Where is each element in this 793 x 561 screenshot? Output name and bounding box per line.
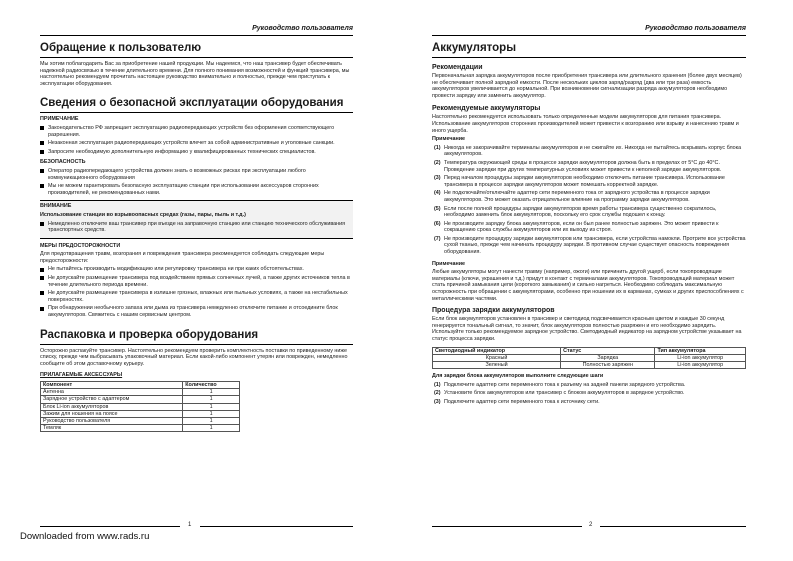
- step-item: [432, 399, 746, 406]
- precautions-intro: Для предотвращения травм, возгорания и повреждения трансивера рекомендуется соблюдать следующие меры предосторожности:: [40, 251, 325, 264]
- item-number: (1): [434, 144, 441, 151]
- item-text: Не производите зарядку блока аккумуляторов, если он был ранее полностью заряжен. Это может привести к сокращению срока службы аккумуляторов или их выходу из строя.: [444, 220, 719, 234]
- cell: Блок Li-ion аккумуляторов: [41, 403, 183, 410]
- table-row: [41, 425, 240, 432]
- item-text: Никогда не закорачивайте терминалы аккумуляторов и не сжигайте их. Никогда не пытайтесь вскрывать корпус блока аккумуляторов.: [444, 144, 742, 158]
- cell: Руководство пользователя: [41, 418, 183, 425]
- table-row: [41, 410, 240, 417]
- table-header: Компонент: [41, 382, 183, 389]
- item-text: Если после полной процедуры зарядки аккумуляторов время работы трансивера существенно сократилось, необходимо заменить блок аккумуляторов, поскольку его срок службы подошел к концу.: [444, 205, 717, 219]
- cell: Li-ion аккумулятор: [655, 354, 746, 361]
- footer-divider: [432, 526, 582, 527]
- item-number: (3): [434, 398, 441, 405]
- cell: 1: [183, 396, 240, 403]
- unpacking-text: Осторожно распакуйте трансивер. Настоятельно рекомендуем проверить комплектность поставки по приведенному ниже списку, прежде чем выбрасывать упаковочный материал. Если какой-либо компонент утерян или поврежден, немедленно сообщите об этом доставочному курьеру.: [40, 347, 348, 367]
- led-table: [432, 347, 746, 370]
- cell: Зарядка: [561, 354, 655, 361]
- cell: Антенна: [41, 389, 183, 396]
- cell: 1: [183, 410, 240, 417]
- recommended-batteries-title: Рекомендуемые аккумуляторы: [432, 105, 541, 113]
- table-row: [41, 389, 240, 396]
- item-number: (2): [434, 159, 441, 166]
- cell: 1: [183, 418, 240, 425]
- note-item: [432, 160, 746, 173]
- item-number: (4): [434, 190, 441, 197]
- accessories-title: ПРИЛАГАЕМЫЕ АКСЕССУАРЫ: [40, 372, 123, 379]
- table-header: Количество: [183, 382, 240, 389]
- steps-title: Для зарядки блока аккумуляторов выполните следующие шаги: [432, 373, 604, 380]
- charging-title: Процедура зарядки аккумуляторов: [432, 307, 555, 315]
- section-title-batteries: Аккумуляторы: [432, 42, 746, 58]
- table-row: [433, 362, 746, 369]
- warning-title: ВНИМАНИЕ: [40, 203, 72, 210]
- table-header: Статус: [561, 347, 655, 354]
- cell: 1: [183, 403, 240, 410]
- table-header: Светодиодный индикатор: [433, 347, 561, 354]
- footer-divider: [40, 526, 180, 527]
- item-text: Перед началом процедуры зарядки аккумуляторов необходимо отключить питание трансивера. Использование трансивера в процессе зарядки аккумуляторов может помешать корректной зарядке.: [444, 175, 725, 188]
- page-1: [40, 0, 353, 540]
- security-item: Оператор радиопередающего устройства должен знать о возможных рисках при эксплуатации любого коммуникационного оборудования: [40, 168, 353, 181]
- table-row: [41, 418, 240, 425]
- item-number: (2): [434, 390, 441, 397]
- note-item: [432, 145, 746, 158]
- item-number: (7): [434, 235, 441, 242]
- item-number: (1): [434, 381, 441, 388]
- precaution-item: Не допускайте размещение трансивера в излишне грязных, влажных или пыльных условиях, а также на нестабильных поверхностях.: [40, 290, 353, 303]
- security-title: БЕЗОПАСНОСТЬ: [40, 159, 86, 166]
- download-source-text: Downloaded from www.rads.ru: [20, 531, 150, 542]
- note-item: [432, 221, 746, 234]
- item-text: Не подключайте/отключайте адаптер сети переменного тока от зарядного устройства в процессе зарядки аккумуляторов. Это может оказать отрицательное влияние на программу зарядки аккумуляторов.: [444, 190, 710, 203]
- cell: Полностью заряжен: [561, 362, 655, 369]
- cell: Темляк: [41, 425, 183, 432]
- item-number: (5): [434, 205, 441, 212]
- warning-subtitle: Использование станции во взрывоопасных средах (газы, пары, пыль и т.д.): [40, 211, 246, 218]
- cell: Li-ion аккумулятор: [655, 362, 746, 369]
- item-text: Подключите адаптер сети переменного тока к источнику сети.: [444, 398, 600, 405]
- note-item: [432, 236, 746, 256]
- page-2: [432, 0, 746, 540]
- cell: Зарядное устройство с адаптером: [41, 396, 183, 403]
- item-number: (3): [434, 175, 441, 182]
- note2-text: Любые аккумуляторы могут нанести травму (например, ожоги) или причинить другой ущерб, если токопроводящие материалы (ключи, украшения и т.д.) придут в контакт с терминалами аккумуляторов. Токопроводящий материал может стать причиной замыкания цепи (короткого замыкания) и сильно нагреться. Необходимо соблюдать максимальную осторожность при обращении с аккумуляторами, особенно при ношении их в карманах, сумках и других приспособлениях с металлическими частями.: [432, 269, 744, 302]
- footer-divider: [600, 526, 746, 527]
- item-text: Температура окружающей среды в процессе зарядки аккумуляторов должна быть в пределах от 5°C до 40°C. Проведение зарядки при других температурных условиях может привести к неполной зарядке аккумуляторов.: [444, 159, 722, 173]
- recommendations-text: Первоначальная зарядка аккумуляторов после приобретения трансивера или длительного хранения (более двух месяцев) не обеспечивает полной зарядной емкости. После нескольких циклов заряд/разряд (два или три раза) емкость аккумуляторов увеличивается до нормальной. При возникновении сигнализации разряда аккумуляторов необходимо провести зарядку или заменить аккумулятор.: [432, 73, 742, 99]
- note-item: [432, 206, 746, 219]
- note-item: Запросите необходимую дополнительную информацию у квалифицированных технических специалистов.: [40, 149, 353, 156]
- precautions-title: МЕРЫ ПРЕДОСТОРОЖНОСТИ: [40, 242, 121, 249]
- table-row: [41, 396, 240, 403]
- appeal-text: Мы хотим поблагодарить Вас за приобретение нашей продукции. Мы надеемся, что наш трансивер будет обеспечивать надежной радиосвязью в течение длительного времени. Для полного понимания возможностей и функций трансивера, мы настоятельно рекомендуем прочитать настоящее руководство внимательно и полностью, прежде чем приступать к эксплуатации оборудования.: [40, 61, 350, 87]
- recommendations-title: Рекомендации: [432, 64, 483, 71]
- precaution-item: Не пытайтесь производить модификацию или регулировку трансивера ни при каких обстоятельствах.: [40, 266, 353, 273]
- note-item: [432, 175, 746, 188]
- step-item: [432, 390, 746, 397]
- cell: Красный: [433, 354, 561, 361]
- note-item: [432, 190, 746, 203]
- recommended-batteries-text: Настоятельно рекомендуется использовать только определенные модели аккумуляторов для питания трансивера. Использование аккумуляторов сторонних производителей может привести к возгоранию или взрыву и нанесению травм и иного ущерба.: [432, 114, 739, 134]
- cell: Зажим для ношения на поясе: [41, 410, 183, 417]
- section-title-unpacking: Распаковка и проверка оборудования: [40, 329, 353, 345]
- warning-item: Немедленно отключите ваш трансивер при въезде на заправочную станцию или станцию технического обслуживания транспортных средств.: [40, 221, 353, 234]
- precaution-item: Не допускайте размещение трансивера под воздействием прямых солнечных лучей, а также других источников тепла в течение длительного периода времени.: [40, 275, 353, 288]
- security-item: Мы не можем гарантировать безопасную эксплуатацию станции при использовании аксессуаров сторонних производителей, не рекомендованных нами.: [40, 183, 353, 196]
- precaution-item: При обнаружении необычного запаха или дыма из трансивера немедленно отключите питание и отсоедините блок аккумуляторов. Свяжитесь с нашим сервисным центром.: [40, 305, 353, 318]
- footer-divider: [200, 526, 353, 527]
- item-text: Установите блок аккумуляторов или трансивер с блоком аккумуляторов в зарядное устройство.: [444, 390, 685, 397]
- item-number: (6): [434, 220, 441, 227]
- step-item: [432, 382, 746, 389]
- note-title: ПРИМЕЧАНИЕ: [40, 116, 79, 123]
- note-item: Незаконная эксплуатация радиопередающих устройств влечет за собой административные и уголовные санкции.: [40, 140, 353, 147]
- accessories-table: [40, 381, 240, 432]
- page-number: 1: [188, 522, 192, 528]
- cell: 1: [183, 425, 240, 432]
- page-header: Руководство пользователя: [40, 24, 353, 36]
- charging-text: Если блок аккумуляторов установлен в трансивер и светодиод подсвечивается красным цветом и каждые 30 секунд генерируется тональный сигнал, то значит, блок аккумуляторов полностью разряжен и его необходимо зарядить. Используйте только рекомендуемое зарядное устройство. Светодиодный индикатор на зарядном устройстве указывает на статус процесса зарядки.: [432, 316, 742, 342]
- item-text: Не производите процедуру зарядки аккумуляторов или трансивера, если устройства намокли. Протрите все устройства сухой тканью, прежде чем начинать процедуру зарядки. В противном случае существует опасность повреждения оборудования.: [444, 235, 746, 256]
- page-header: Руководство пользователя: [432, 24, 746, 36]
- item-text: Подключите адаптер сети переменного тока к разъему на задней панели зарядного устройства.: [444, 381, 686, 388]
- note-item: Законодательство РФ запрещает эксплуатацию радиопередающих устройств без оформления соответствующего разрешения.: [40, 125, 353, 138]
- page-number: 2: [589, 522, 593, 528]
- warning-box: [40, 200, 353, 238]
- cell: Зеленый: [433, 362, 561, 369]
- cell: 1: [183, 389, 240, 396]
- section-title-safety: Сведения о безопасной эксплуатации оборудования: [40, 97, 353, 113]
- page-2-footer: [432, 522, 746, 532]
- table-header: Тип аккумулятора: [655, 347, 746, 354]
- table-row: [41, 403, 240, 410]
- note-label: Примечание: [432, 136, 466, 143]
- table-row: [433, 354, 746, 361]
- note2-label: Примечание: [432, 260, 466, 267]
- section-title-appeal: Обращение к пользователю: [40, 42, 353, 58]
